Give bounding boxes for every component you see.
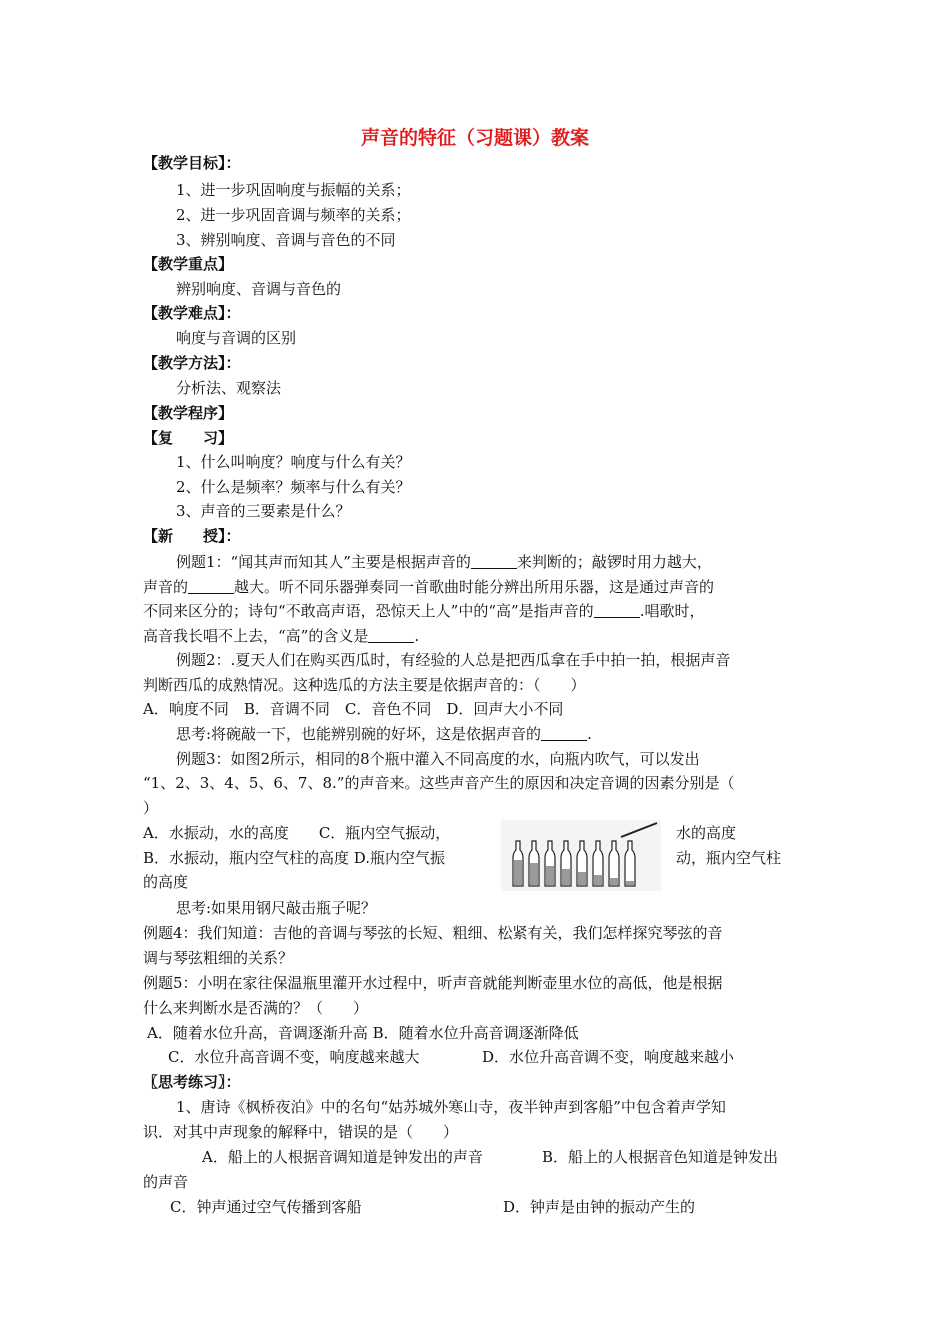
answer-blank [541,726,587,741]
section-review: 【复 习】 [143,429,234,447]
section-method: 【教学方法】： [143,354,241,372]
ex3-option-b-right: 动，瓶内空气柱 [676,849,782,867]
ex5-line1: 例题5：小明在家往保温瓶里灌开水过程中，听声音就能判断壶里水位的高低，他是根据 [143,974,723,992]
answer-blank [471,554,517,569]
ex5-line2: 什么来判断水是否满的？（ ） [143,999,369,1017]
section-difficulty: 【教学难点】： [143,304,241,322]
ex2-line2: 判断西瓜的成熟情况。这种选瓜的方法主要是依据声音的：（ ） [143,676,586,694]
ex4-line1: 例题4：我们知道：吉他的音调与琴弦的长短、粗细、松紧有关，我们怎样探究琴弦的音 [143,924,723,942]
answer-blank [368,628,414,643]
practice-option-b: B．船上的人根据音色知道是钟发出 [542,1148,779,1166]
ex3-line2: “1、2、3、4、5、6、7、8.”的声音来。这些声音产生的原因和决定音调的因素分别是（ [143,774,735,792]
goal-item: 2、进一步巩固音调与频率的关系； [176,206,411,224]
ex1-line3: 不同来区分的；诗句“不敢高声语，恐惊天上人”中的“高”是指声音的 .唱歌时， [143,602,705,620]
ex4-line2: 调与琴弦粗细的关系？ [143,949,294,967]
practice-option-c: C．钟声通过空气传播到客船 [170,1198,362,1216]
section-new: 【新 授】： [143,527,241,545]
bottles-illustration-icon [501,820,661,891]
practice-option-d: D．钟声是由钟的振动产生的 [503,1198,696,1216]
ex3-think: 思考:如果用钢尺敲击瓶子呢？ [176,899,377,917]
practice-line2: 识．对其中声现象的解释中，错误的是（ ） [143,1123,459,1141]
method-text: 分析法、观察法 [176,379,282,397]
page-title: 声音的特征（习题课）教案 [360,127,589,149]
ex1-line2: 声音的 越大。听不同乐器弹奏同一首歌曲时能分辨出所用乐器，这是通过声音的 [143,578,715,596]
section-procedure: 【教学程序】 [143,404,234,422]
ex5-options-ab: A．随着水位升高，音调逐渐升高 B．随着水位升高音调逐渐降低 [147,1024,579,1042]
answer-blank [594,603,640,618]
review-item: 3、声音的三要素是什么？ [176,502,351,520]
ex3-option-a-right: 水的高度 [676,824,737,842]
practice-line1: 1、唐诗《枫桥夜泊》中的名句“姑苏城外寒山寺，夜半钟声到客船”中包含着声学知 [176,1098,726,1116]
ex1-line1: 例题1：“闻其声而知其人”主要是根据声音的 来判断的；敲锣时用力越大， [176,553,712,571]
ex2-think: 思考:将碗敲一下，也能辨别碗的好坏，这是依据声音的 . [176,725,592,743]
bottles-figure [501,820,661,891]
ex3-line3: ） [143,799,159,817]
section-goals: 【教学目标】： [143,154,241,172]
ex1-line4: 高音我长唱不上去，“高”的含义是 . [143,627,420,645]
ex5-option-d: D．水位升高音调不变，响度越来越小 [482,1048,735,1066]
review-item: 1、什么叫响度？响度与什么有关？ [176,453,411,471]
practice-option-b-cont: 的声音 [143,1173,189,1191]
ex2-line1: 例题2：.夏天人们在购买西瓜时，有经验的人总是把西瓜拿在手中拍一拍，根据声音 [176,651,731,669]
ex5-option-c: C．水位升高音调不变，响度越来越大 [168,1048,420,1066]
goal-item: 1、进一步巩固响度与振幅的关系； [176,181,411,199]
key-text: 辨别响度、音调与音色的 [176,280,342,298]
ex2-options: A．响度不同 B．音调不同 C．音色不同 D．回声大小不同 [143,700,564,718]
goal-item: 3、辨别响度、音调与音色的不同 [176,231,396,249]
ex3-option-c: 的高度 [143,873,189,891]
ex3-option-b: B．水振动，瓶内空气柱的高度 D.瓶内空气振 [143,849,446,867]
practice-option-a: A．船上的人根据音调知道是钟发出的声音 [202,1148,483,1166]
section-key: 【教学重点】 [143,255,234,273]
difficulty-text: 响度与音调的区别 [176,329,297,347]
ex3-line1: 例题3：如图2所示，相同的8个瓶中灌入不同高度的水，向瓶内吹气，可以发出 [176,750,700,768]
ex3-option-a: A．水振动，水的高度 C．瓶内空气振动， [143,824,451,842]
answer-blank [188,579,234,594]
section-practice: 〖思考练习〗： [143,1073,241,1091]
review-item: 2、什么是频率？频率与什么有关？ [176,478,411,496]
